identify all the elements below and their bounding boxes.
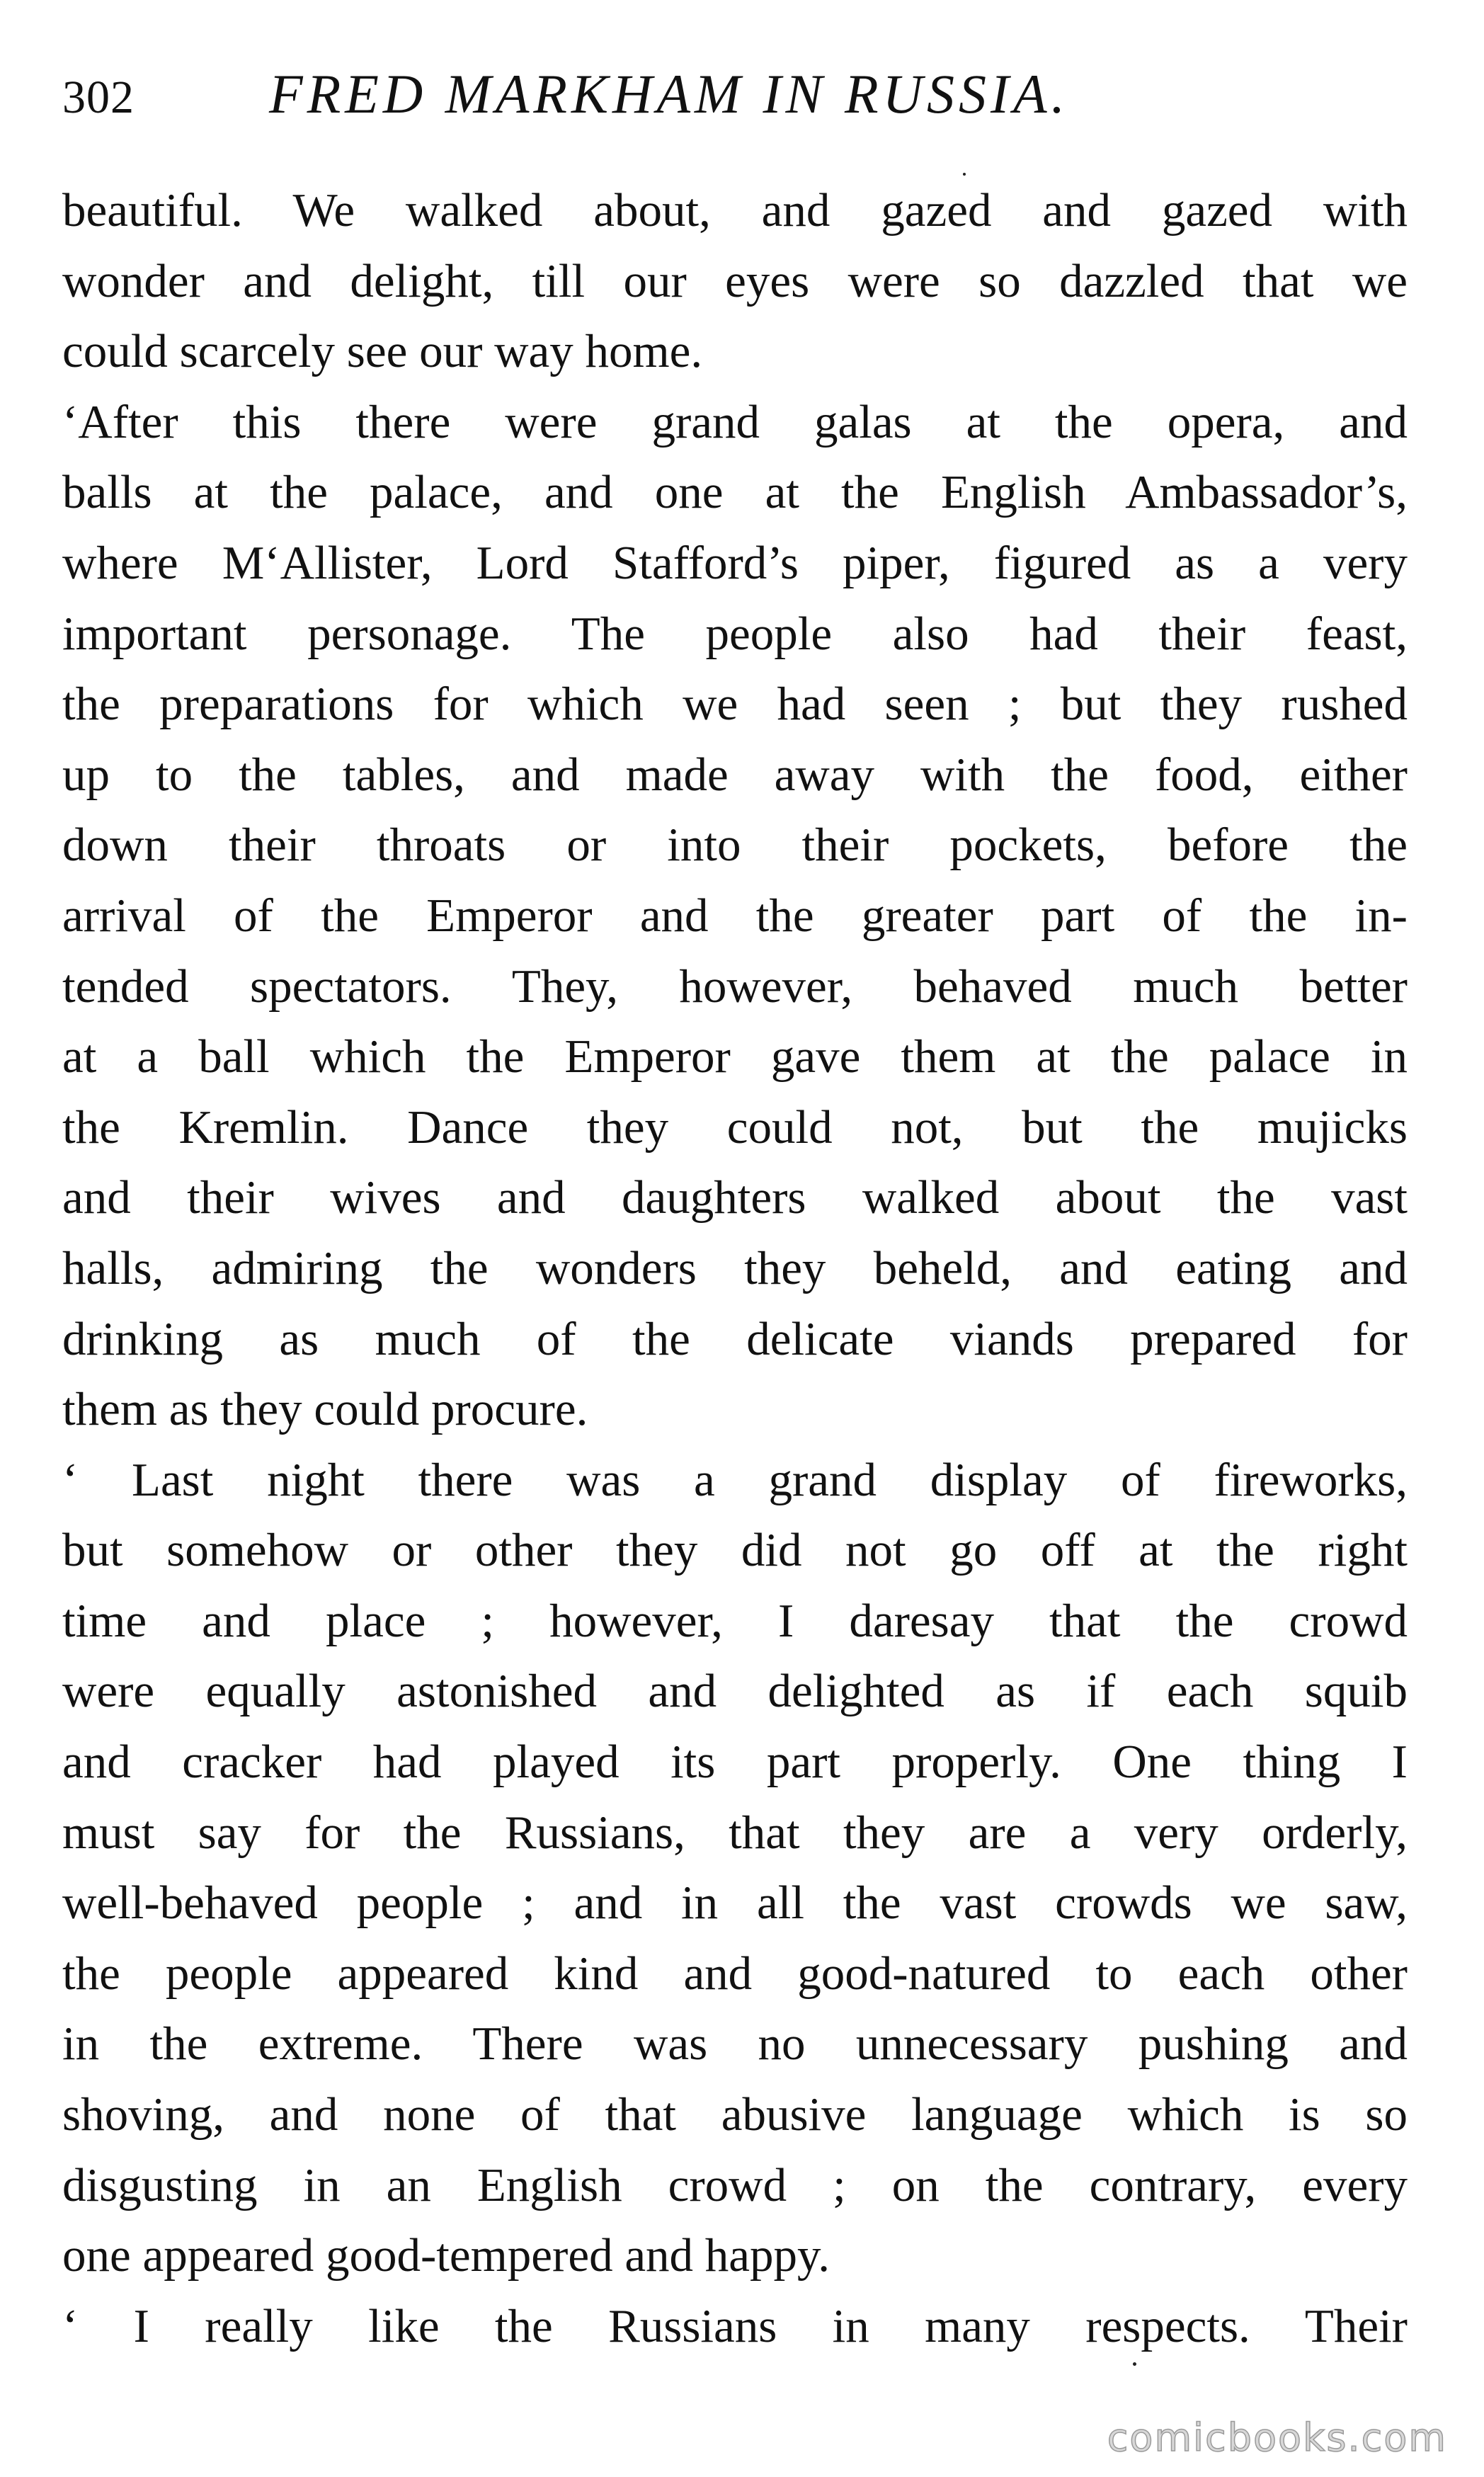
text-line: time and place ; however, I daresay that the crowd xyxy=(62,1594,1408,1647)
book-page xyxy=(62,50,1408,2352)
text-line: halls, admiring the wonders they beheld, and eating and xyxy=(62,1241,1408,1294)
running-title: FRED MARKHAM IN RUSSIA. xyxy=(269,63,1070,125)
text-line: disgusting in an English crowd ; on the contrary, every xyxy=(62,2158,1408,2211)
text-line: and cracker had played its part properly. One thing I xyxy=(62,1736,1408,1789)
text-line: tended spectators. They, however, behaved much better xyxy=(62,960,1408,1013)
text-line: the preparations for which we had seen ; but they rushed xyxy=(62,678,1408,731)
text-line: down their throats or into their pockets, before the xyxy=(62,819,1408,872)
text-line: ‘After this there were grand galas at the opera, and xyxy=(62,395,1408,448)
text-line: well-behaved people ; and in all the vast crowds we saw, xyxy=(62,1877,1408,1930)
text-line: where M‘Allister, Lord Stafford’s piper, figured as a very xyxy=(62,536,1408,589)
text-line: arrival of the Emperor and the greater part of the in- xyxy=(62,889,1408,942)
watermark: comicbooks.com xyxy=(1107,2415,1447,2460)
text-line: one appeared good-tempered and happy. xyxy=(62,2229,830,2282)
text-line: were equally astonished and delighted as if each squib xyxy=(62,1665,1408,1718)
text-line: at a ball which the Emperor gave them at the palace in xyxy=(62,1030,1408,1083)
text-line: could scarcely see our way home. xyxy=(62,325,703,378)
text-line: but somehow or other they did not go off at the right xyxy=(62,1524,1408,1577)
paragraph xyxy=(62,1445,1408,2291)
text-line: the Kremlin. Dance they could not, but the mujicks xyxy=(62,1100,1408,1154)
page-number: 302 xyxy=(62,72,135,123)
text-line: drinking as much of the delicate viands prepared for xyxy=(62,1312,1408,1365)
running-head xyxy=(62,50,1408,135)
text-line: the people appeared kind and good-natured to each other xyxy=(62,1947,1408,2000)
paragraph xyxy=(62,2291,1408,2362)
body-text xyxy=(62,176,1408,2362)
text-line: them as they could procure. xyxy=(62,1383,588,1436)
paragraph xyxy=(62,176,1408,387)
text-line: in the extreme. There was no unnecessary pushing and xyxy=(62,2017,1408,2071)
text-line: beautiful. We walked about, and gazed and gazed with xyxy=(62,184,1408,237)
stray-ink-mark xyxy=(1133,2362,1136,2366)
text-line: ‘ Last night there was a grand display of fireworks, xyxy=(62,1453,1408,1506)
text-line: ‘ I really like the Russians in many respects. Their xyxy=(62,2299,1408,2352)
text-line: and their wives and daughters walked about the vast xyxy=(62,1171,1408,1224)
text-line: wonder and delight, till our eyes were so dazzled that we xyxy=(62,254,1408,307)
paragraph xyxy=(62,387,1408,1445)
text-line: shoving, and none of that abusive language which is so xyxy=(62,2088,1408,2141)
text-line: must say for the Russians, that they are a very orderly, xyxy=(62,1806,1408,1859)
text-line: up to the tables, and made away with the food, either xyxy=(62,748,1408,801)
text-line: important personage. The people also had their feast, xyxy=(62,607,1408,660)
stray-ink-mark xyxy=(963,173,966,176)
text-line: balls at the palace, and one at the English Ambassador’s, xyxy=(62,466,1408,519)
